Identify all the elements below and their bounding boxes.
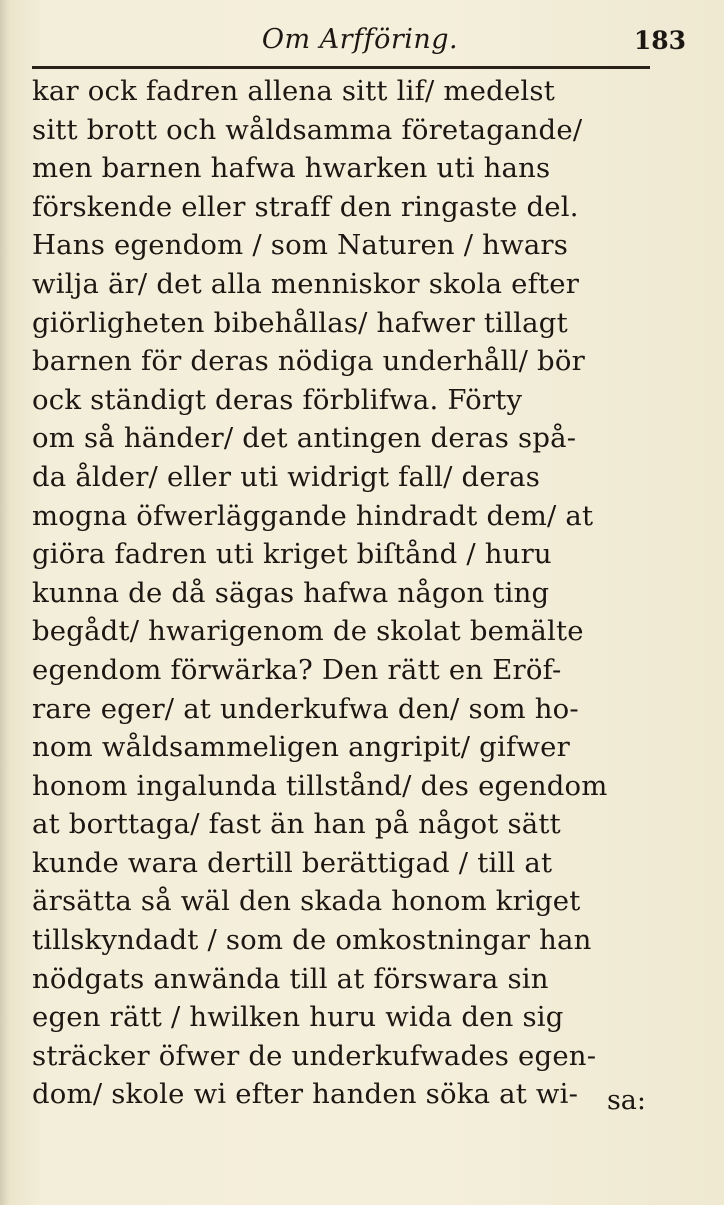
text-line: barnen för deras nödiga underhåll/ bör xyxy=(32,345,585,378)
text-line: egen rätt / hwilken huru wida den sig xyxy=(32,1001,564,1034)
page-number: 183 xyxy=(633,26,686,55)
page-header xyxy=(30,22,690,62)
text-line: nom wåldsammeligen angripit/ gifwer xyxy=(32,731,570,764)
text-line: sträcker öfwer de underkufwades egen- xyxy=(32,1039,597,1072)
text-line: nödgats anwända till at förswara sin xyxy=(32,962,549,995)
text-line: da ålder/ eller uti widrigt fall/ deras xyxy=(32,460,541,493)
text-line: giörligheten bibehållas/ hafwer tillagt xyxy=(32,306,568,339)
text-line: egendom förwärka? Den rätt en Eröf- xyxy=(32,653,562,686)
text-line: kunde wara dertill berättigad / till at xyxy=(32,846,553,879)
gutter-shadow xyxy=(0,0,10,1205)
text-line: kunna de då sägas hafwa någon ting xyxy=(32,576,550,609)
running-title: Om Arfföring. xyxy=(261,24,459,55)
text-line: wilja är/ det alla menniskor skola efter xyxy=(32,267,580,300)
text-line: om så händer/ det antingen deras spå- xyxy=(32,422,577,455)
text-line: ock ständigt deras förblifwa. Förty xyxy=(32,383,523,416)
text-line: rare eger/ at underkufwa den/ som ho- xyxy=(32,692,579,725)
body-text xyxy=(32,72,672,1114)
text-line: ärsätta så wäl den skada honom kriget xyxy=(32,885,581,918)
header-rule xyxy=(32,66,650,69)
catchword: sa: xyxy=(606,1085,646,1116)
text-line: sitt brott och wåldsamma företagande/ xyxy=(32,113,583,146)
text-line: kar ock fadren allena sitt lif/ medelst xyxy=(32,75,555,107)
text-line: giöra fadren uti kriget biſtånd / huru xyxy=(32,538,552,571)
text-line: men barnen hafwa hwarken uti hans xyxy=(32,152,551,185)
text-line: Hans egendom / som Naturen / hwars xyxy=(32,229,569,262)
text-line: förskende eller straff den ringaste del. xyxy=(32,190,579,223)
text-line: dom/ skole wi efter handen söka at wi- xyxy=(32,1078,579,1111)
text-line: honom ingalunda tillstånd/ des egendom xyxy=(32,769,608,802)
text-line: at borttaga/ fast än han på något sätt xyxy=(32,808,561,841)
text-line: tillskyndadt / som de omkostningar han xyxy=(32,924,592,957)
text-line: mogna öfwerläggande hindradt dem/ at xyxy=(32,499,594,532)
text-line: begådt/ hwarigenom de skolat bemälte xyxy=(32,615,584,648)
